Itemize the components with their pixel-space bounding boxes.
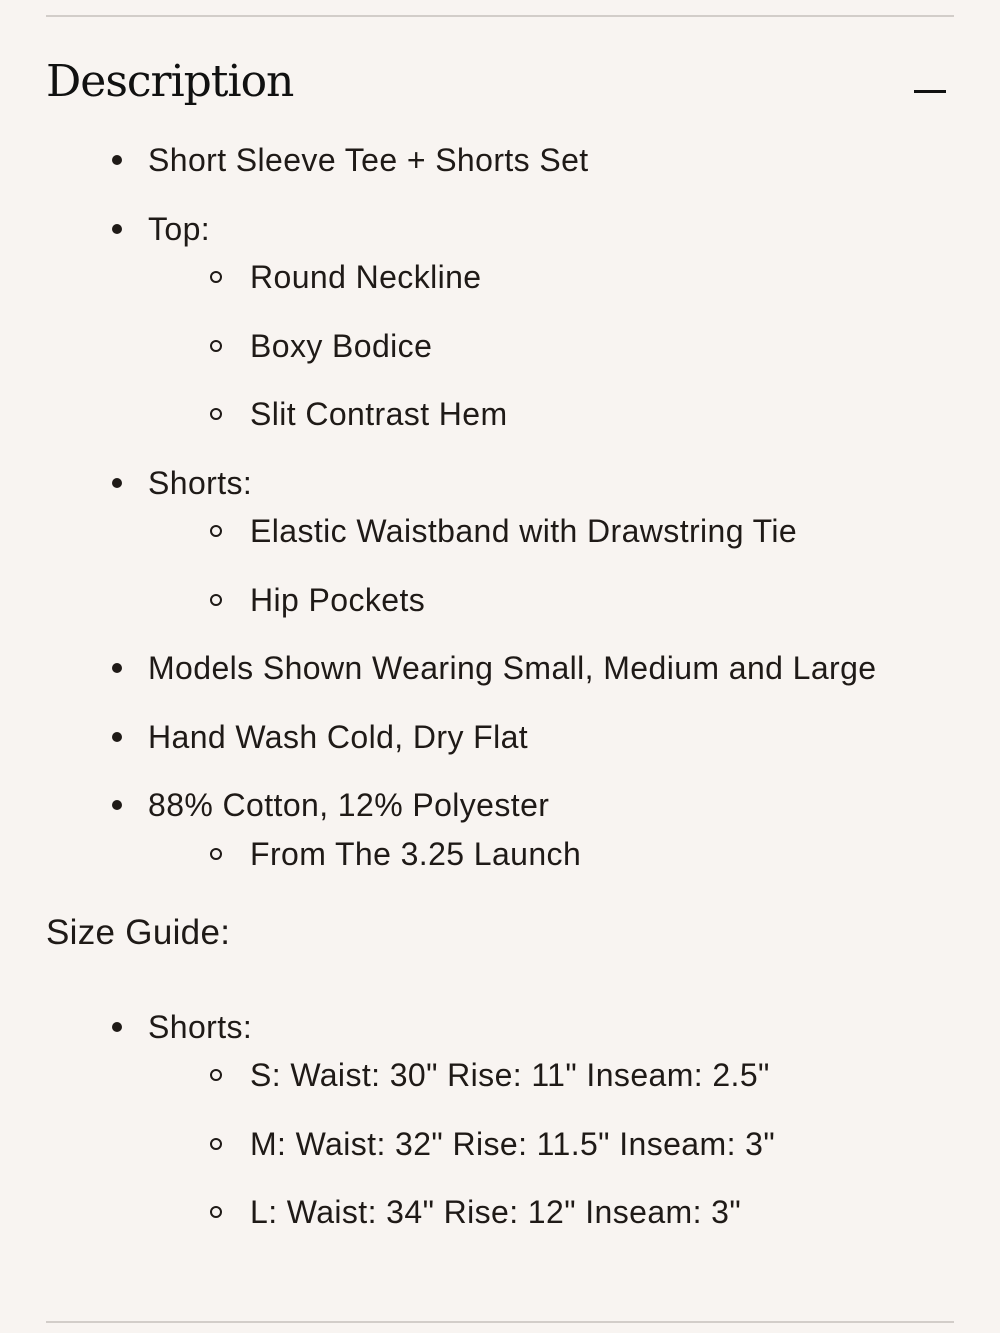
sub-list-item: Elastic Waistband with Drawstring Tie <box>250 511 954 551</box>
sub-list-item: Round Neckline <box>250 257 954 297</box>
list-item: 88% Cotton, 12% Polyester From The 3.25 Launch <box>148 785 954 874</box>
size-row-m: M: Waist: 32" Rise: 11.5" Inseam: 3" <box>250 1124 954 1164</box>
sub-list <box>148 257 954 434</box>
description-accordion-header[interactable] <box>46 48 954 118</box>
list-item: Models Shown Wearing Small, Medium and Large <box>148 648 954 688</box>
section-title: Description <box>46 56 294 107</box>
sub-list <box>148 834 954 874</box>
sub-list <box>148 1055 954 1232</box>
minus-icon[interactable] <box>914 90 946 93</box>
top-divider <box>46 15 954 17</box>
sub-list-item: From The 3.25 Launch <box>250 834 954 874</box>
sub-list-item: Hip Pockets <box>250 580 954 620</box>
description-content <box>46 140 954 1261</box>
bottom-divider <box>46 1321 954 1323</box>
list-item: Shorts: Elastic Waistband with Drawstring Tie Hip Pockets <box>148 463 954 620</box>
sub-list <box>148 511 954 620</box>
size-row-l: L: Waist: 34" Rise: 12" Inseam: 3" <box>250 1192 954 1232</box>
size-guide-list <box>46 1007 954 1233</box>
size-guide-heading: Size Guide: <box>46 912 231 952</box>
list-item: Shorts: S: Waist: 30" Rise: 11" Inseam: 2.5" M: Waist: 32" Rise: 11.5" Inseam: 3" L: Waist: 34" Rise: 12" Inseam: 3" <box>148 1007 954 1233</box>
list-item: Top: Round Neckline Boxy Bodice Slit Contrast Hem <box>148 209 954 435</box>
list-item: Short Sleeve Tee + Shorts Set <box>148 140 954 180</box>
list-item: Hand Wash Cold, Dry Flat <box>148 717 954 757</box>
sub-list-item: Boxy Bodice <box>250 326 954 366</box>
description-list <box>46 140 954 874</box>
size-row-s: S: Waist: 30" Rise: 11" Inseam: 2.5" <box>250 1055 954 1095</box>
sub-list-item: Slit Contrast Hem <box>250 394 954 434</box>
